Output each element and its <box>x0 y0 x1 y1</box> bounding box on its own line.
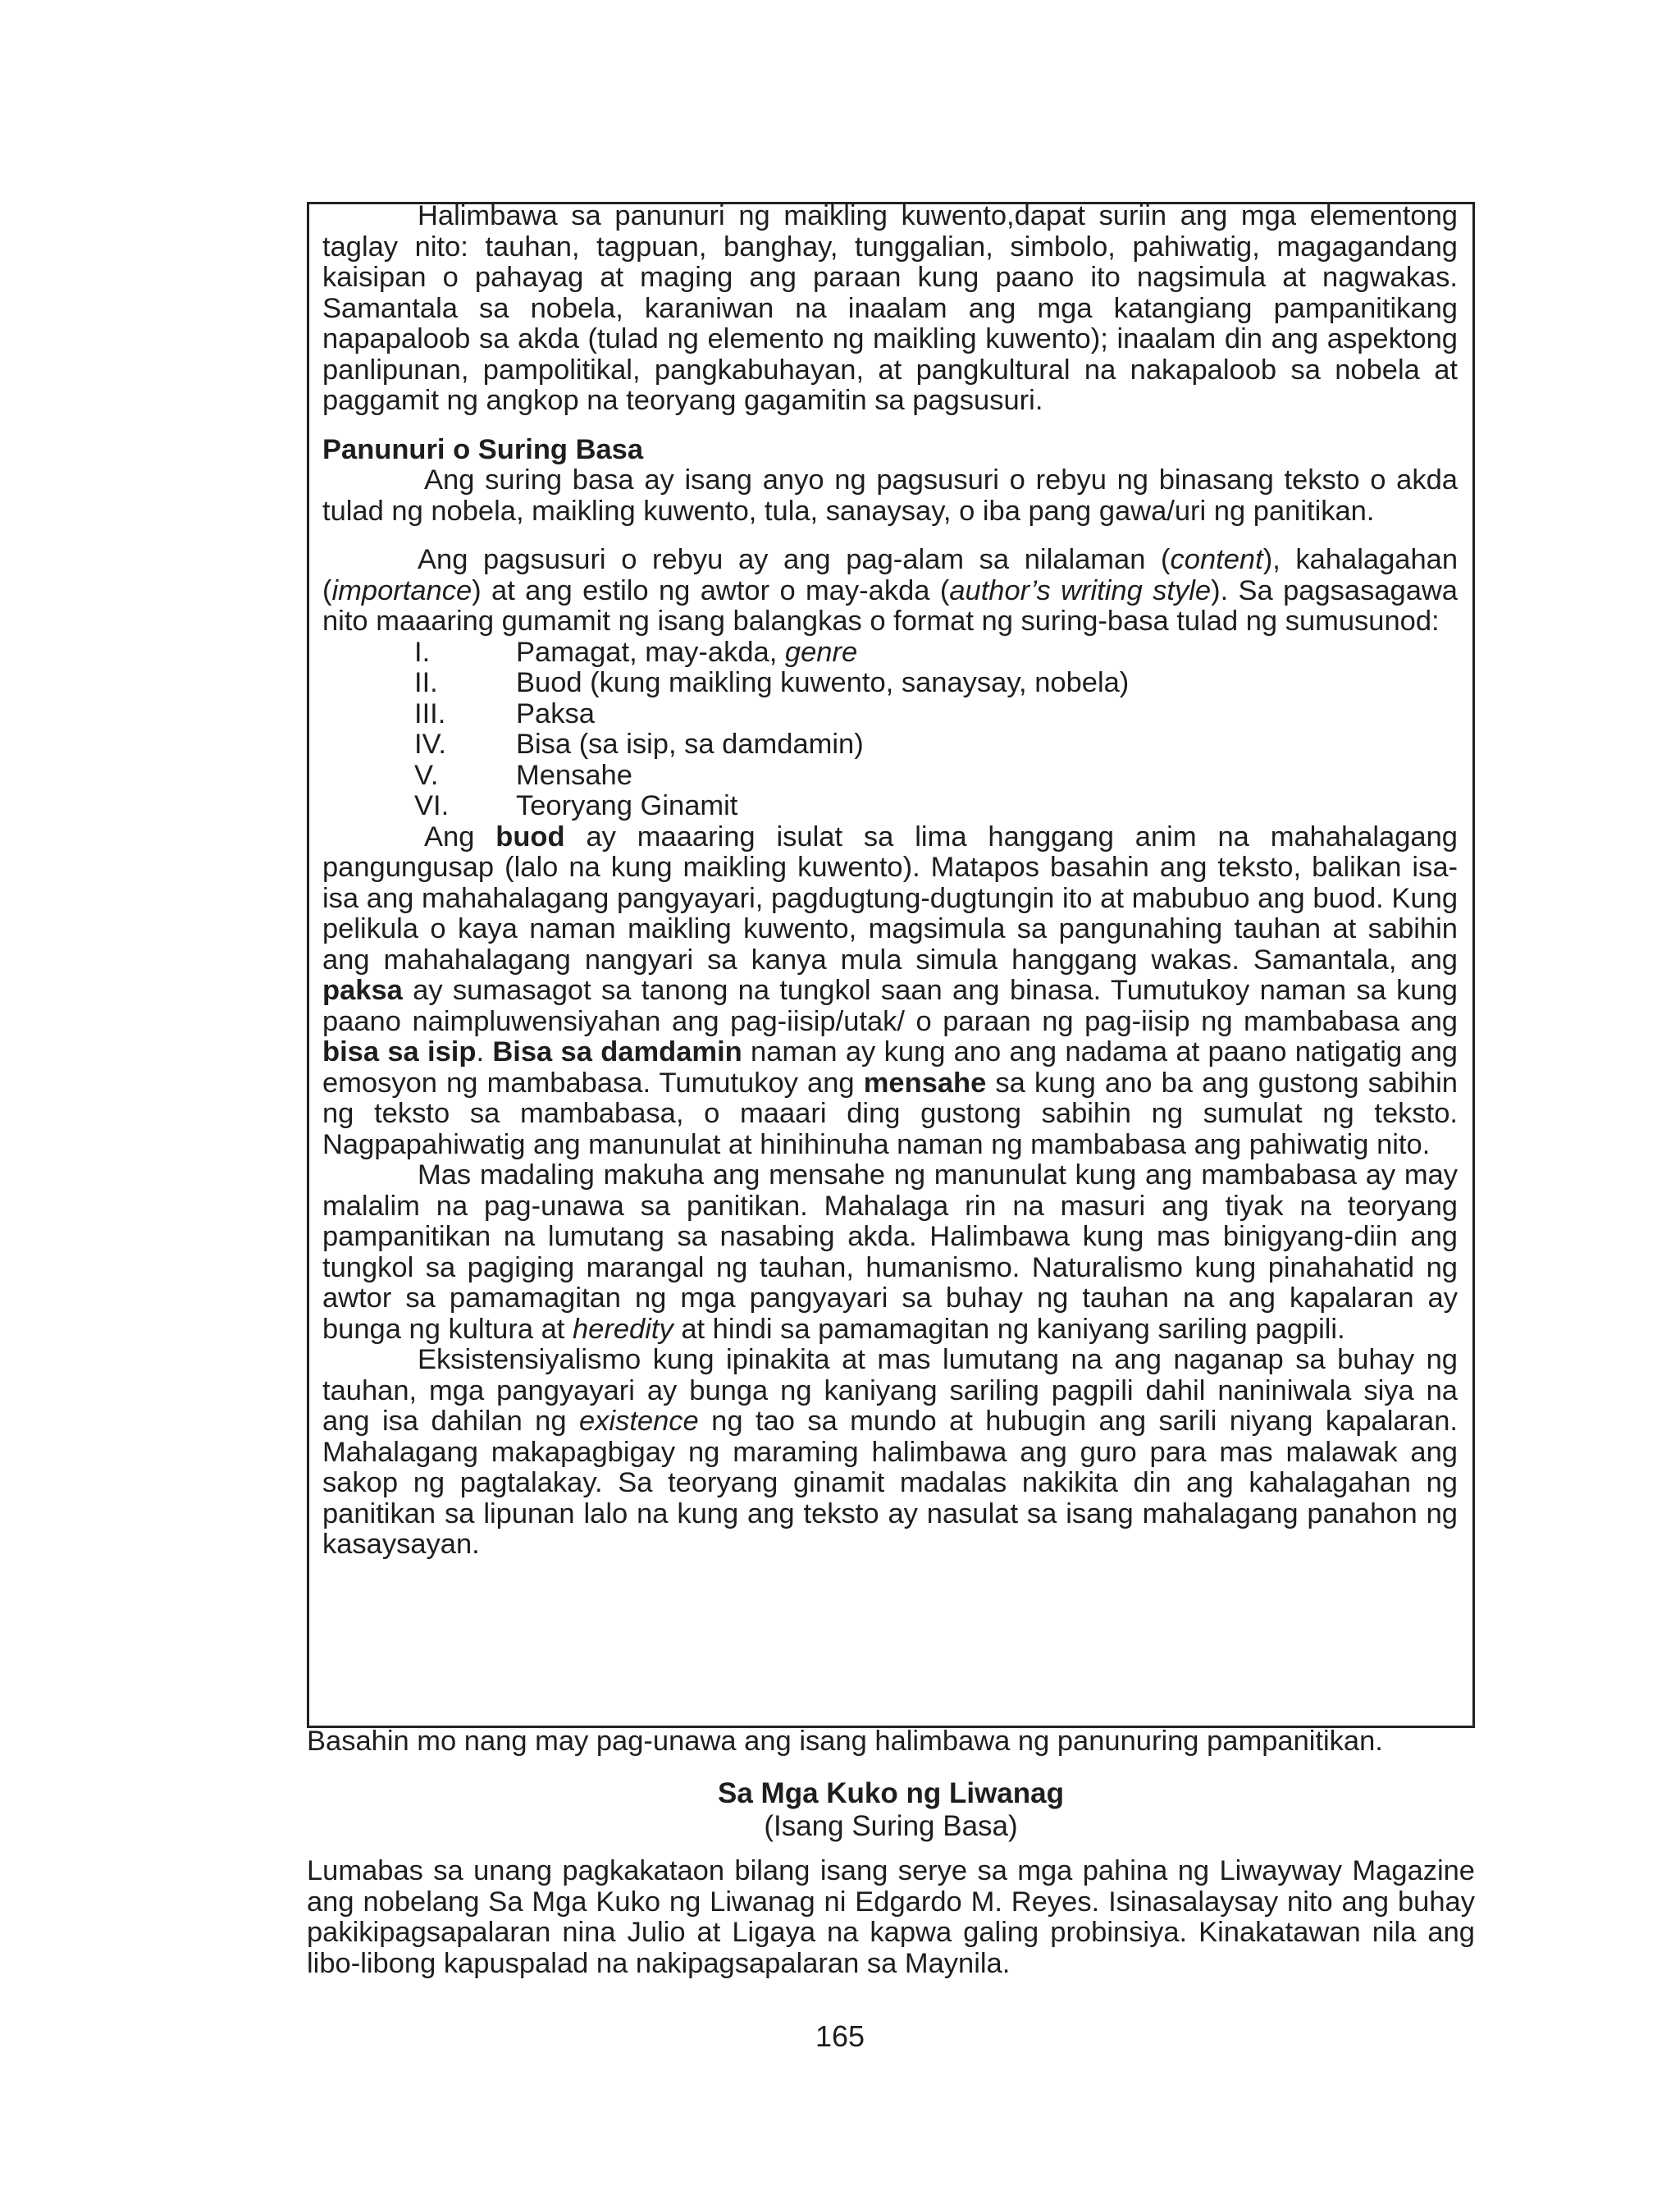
term-importance: importance <box>331 574 472 606</box>
term-style: author’s writing style <box>949 574 1212 606</box>
article-subtitle: (Isang Suring Basa) <box>764 1810 1018 1842</box>
page-number: 165 <box>815 2019 865 2053</box>
article-title: Sa Mga Kuko ng Liwanag <box>718 1777 1064 1809</box>
list-item: I. Pamagat, may-akda, genre <box>414 636 858 668</box>
section-heading: Panunuri o Suring Basa <box>322 433 644 465</box>
paragraph-buod: Ang buod ay maaaring isulat sa lima hanggang anim na mahahalagang pangungusap (lalo na kung maikling kuwento). Matapos basahin ang teksto, balikan isa-isa ang mahahalagang pangyayari, pagdugtung-dugtungin ito at mabubuo ang buod. Kung pelikula o kaya naman maikling kuwento, magsimula sa pangunahing tauhan at sabihin ang mahahalagang nangyari sa kanya mula simula hanggang wakas. Samantala, ang paksa ay sumasagot sa tanong na tungkol saan ang binasa. Tumutukoy naman sa kung paano naimpluwensiyahan ang pag-iisip/utak/ o paraan ng pag-iisip ng mambabasa ang bisa sa isip. Bisa sa damdamin naman ay kung ano ang nadama at paano natigatig ang emosyon ng mambabasa. Tumutukoy ang mensahe sa kung ano ba ang gustong sabihin ng teksto sa mambabasa, o maaari ding gustong sabihin ng sumulat ng teksto. Nagpapahiwatig ang manunulat at hinihinuha naman ng mambabasa ang pahiwatig nito. <box>322 821 1458 1160</box>
list-item: III. Paksa <box>414 697 595 729</box>
format-outline-list <box>322 638 1458 822</box>
paragraph-review: Ang pagsusuri o rebyu ay ang pag-alam sa nilalaman (content), kahalagahan (importance) at ang estilo ng awtor o may-akda (author’s writing style). Sa pagsasagawa nito maaaring gumamit ng isang balangkas o format ng suring-basa tulad ng sumusunod: <box>322 544 1459 637</box>
article-title-block <box>307 1777 1475 1843</box>
list-item: IV. Bisa (sa isip, sa damdamin) <box>414 729 864 760</box>
article-body: Lumabas sa unang pagkakataon bilang isang serye sa mga pahina ng Liwayway Magazine ang nobelang Sa Mga Kuko ng Liwanag ni Edgardo M. Reyes. Isinasalaysay nito ang buhay pakikipagsapalaran nina Julio at Ligaya na kapwa galing probinsiya. Kinakatawan nila ang libo-libong kapuspalad na nakipagsapalaran sa Maynila. <box>307 1855 1475 1979</box>
instruction-text: Basahin mo nang may pag-unawa ang isang halimbawa ng panunuring pampanitikan. <box>307 1726 1383 1757</box>
paragraph-elements: Halimbawa sa panunuri ng maikling kuwento,dapat suriin ang mga elementong taglay nito: tauhan, tagpuan, banghay, tunggalian, simbolo, pahiwatig, magagandang kaisipan o pahayag at maging ang paraan kung paano ito nagsimula at nagwakas. Samantala sa nobela, karaniwan na inaalam ang mga katangiang pampanitikang napapaloob sa akda (tulad ng elemento ng maikling kuwento); inaalam din ang aspektong panlipunan, pampolitikal, pangkabuhayan, at pangkultural na nakapaloob sa nobela at paggamit ng angkop na teoryang gagamitin sa pagsusuri. <box>322 200 1458 416</box>
paragraph-theory: Mas madaling makuha ang mensahe ng manunulat kung ang mambabasa ay may malalim na pag-unawa sa panitikan. Mahalaga rin na masuri ang tiyak na teoryang pampanitikan na lumutang sa nasabing akda. Halimbawa kung mas binigyang-diin ang tungkol sa pagiging marangal ng tauhan, humanismo. Naturalismo kung pinahahatid ng awtor sa pamamagitan ng mga pangyayari sa buhay ng tauhan na ang kapalaran ay bunga ng kultura at heredity at hindi sa pamamagitan ng kaniyang sariling pagpili. <box>322 1159 1458 1345</box>
paragraph-definition: Ang suring basa ay isang anyo ng pagsusuri o rebyu ng binasang teksto o akda tulad ng nobela, maikling kuwento, tula, sanaysay, o iba pang gawa/uri ng panitikan. <box>322 464 1458 527</box>
discussion-box <box>307 202 1475 1728</box>
list-item: V. Mensahe <box>414 759 632 791</box>
term-content: content <box>1170 544 1263 575</box>
list-item: II. Buod (kung maikling kuwento, sanaysay, nobela) <box>414 667 1130 698</box>
paragraph-existentialism: Eksistensiyalismo kung ipinakita at mas lumutang na ang naganap sa buhay ng tauhan, mga pangyayari ay bunga ng kaniyang sariling pagpili dahil naniniwala siya na ang isa dahilan ng existence ng tao sa mundo at hubugin ang sarili niyang kapalaran. Mahalagang makapagbigay ng maraming halimbawa ang guro para mas malawak ang sakop ng pagtalakay. Sa teoryang ginamit madalas nakikita din ang kahalagahan ng panitikan sa lipunan lalo na kung ang teksto ay nasulat sa isang mahalagang panahon ng kasaysayan. <box>322 1344 1458 1560</box>
list-item: VI. Teoryang Ginamit <box>414 790 738 821</box>
